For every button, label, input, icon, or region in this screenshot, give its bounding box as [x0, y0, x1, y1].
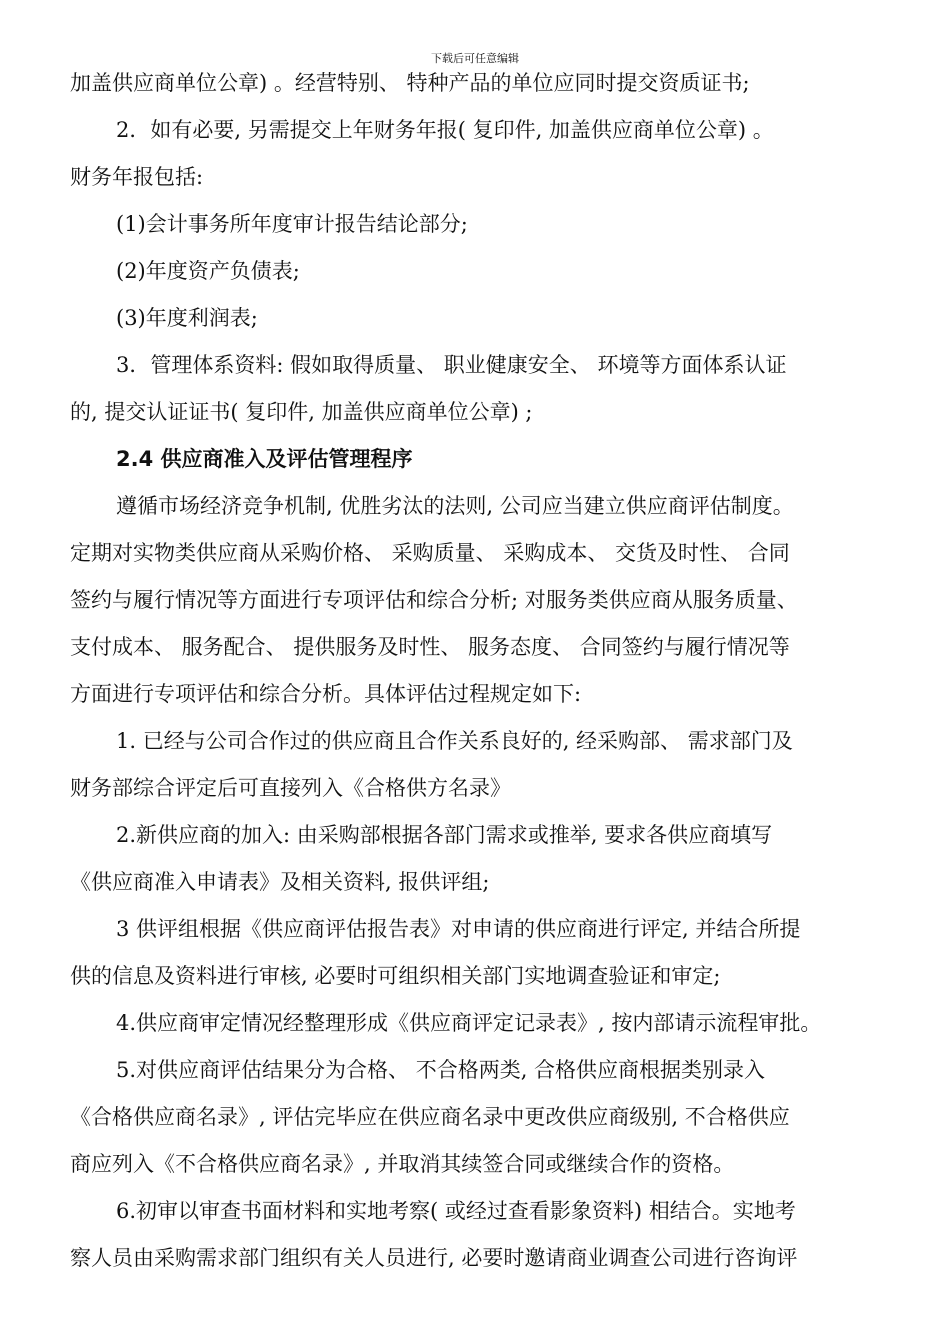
- text-line: 的, 提交认证证书( 复印件, 加盖供应商单位公章) ;: [70, 400, 533, 424]
- text-line: 2.新供应商的加入: 由采购部根据各部门需求或推举, 要求各供应商填写: [116, 823, 773, 847]
- text-line: 3 供评组根据《供应商评估报告表》对申请的供应商进行评定, 并结合所提: [116, 917, 801, 941]
- text-line: 加盖供应商单位公章) 。经营特别、 特种产品的单位应同时提交资质证书;: [70, 71, 750, 95]
- text-line: 遵循市场经济竞争机制, 优胜劣汰的法则, 公司应当建立供应商评估制度。: [116, 494, 794, 518]
- text-line: 6.初审以审查书面材料和实地考察( 或经过查看影象资料) 相结合。实地考: [116, 1199, 796, 1223]
- text-line: 3．管理体系资料: 假如取得质量、 职业健康安全、 环境等方面体系认证: [116, 353, 787, 377]
- text-line: 商应列入《不合格供应商名录》, 并取消其续签合同或继续合作的资格。: [70, 1152, 735, 1176]
- text-line: 察人员由采购需求部门组织有关人员进行, 必要时邀请商业调查公司进行咨询评: [70, 1246, 798, 1270]
- text-line: 《供应商准入申请表》及相关资料, 报供评组;: [70, 870, 490, 894]
- text-line: 5.对供应商评估结果分为合格、 不合格两类, 合格供应商根据类别录入: [116, 1058, 766, 1082]
- text-line: 4.供应商审定情况经整理形成《供应商评定记录表》, 按内部请示流程审批。: [116, 1011, 822, 1035]
- section-heading: 2.4 供应商准入及评估管理程序: [116, 447, 413, 471]
- text-line: 2．如有必要, 另需提交上年财务年报( 复印件, 加盖供应商单位公章) 。: [116, 118, 774, 142]
- list-item: (3)年度利润表;: [116, 306, 258, 330]
- list-item: (2)年度资产负债表;: [116, 259, 300, 283]
- text-line: 《合格供应商名录》, 评估完毕应在供应商名录中更改供应商级别, 不合格供应: [70, 1105, 790, 1129]
- text-line: 财务年报包括:: [70, 165, 204, 189]
- list-item: (1)会计事务所年度审计报告结论部分;: [116, 212, 468, 236]
- document-body: [70, 60, 890, 1282]
- text-line: 支付成本、 服务配合、 提供服务及时性、 服务态度、 合同签约与履行情况等: [70, 635, 790, 659]
- text-line: 定期对实物类供应商从采购价格、 采购质量、 采购成本、 交货及时性、 合同: [70, 541, 790, 565]
- text-line: 1. 已经与公司合作过的供应商且合作关系良好的, 经采购部、 需求部门及: [116, 729, 793, 753]
- text-line: 财务部综合评定后可直接列入《合格供方名录》: [70, 776, 511, 800]
- text-line: 方面进行专项评估和综合分析。具体评估过程规定如下:: [70, 682, 582, 706]
- page-header: 下载后可任意编辑: [431, 52, 519, 65]
- text-line: 供的信息及资料进行审核, 必要时可组织相关部门实地调查验证和审定;: [70, 964, 721, 988]
- text-line: 签约与履行情况等方面进行专项评估和综合分析; 对服务类供应商从服务质量、: [70, 588, 798, 612]
